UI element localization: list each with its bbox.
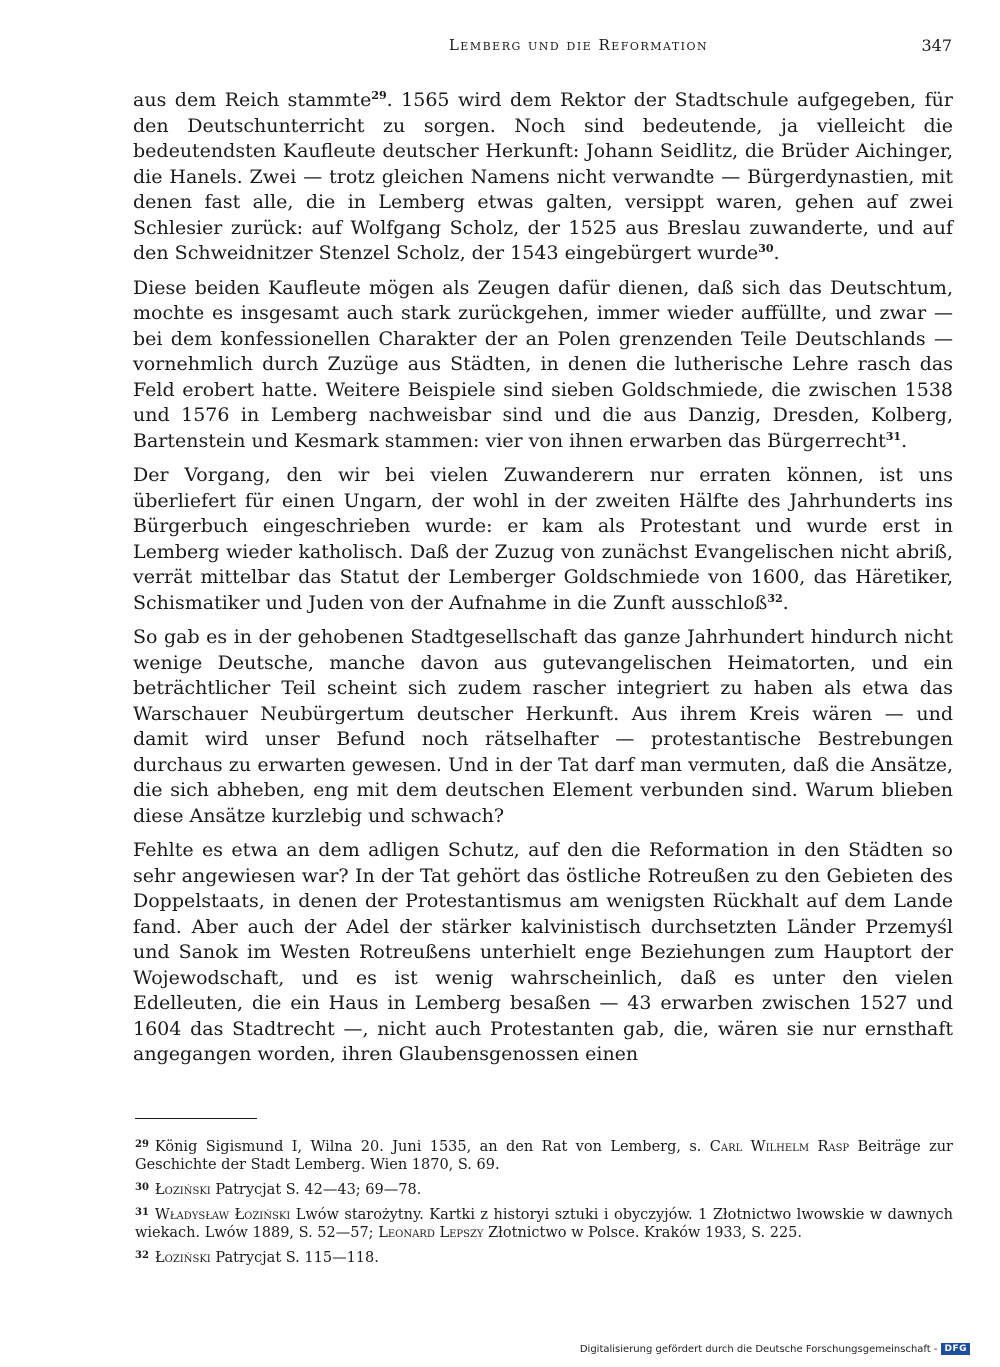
running-head [135, 36, 952, 60]
footnote [135, 1247, 953, 1267]
digitization-credit-text: Digitalisierung gefördert durch die Deutsche Forschungsgemeinschaft - [579, 1343, 938, 1355]
running-title: Lemberg und die Reformation [448, 36, 709, 54]
digitization-credit [580, 1343, 970, 1355]
paragraph-text: . [901, 429, 908, 452]
footnote-reference: 30 [758, 242, 774, 255]
footnote-number: 31 [135, 1207, 149, 1218]
footnote-divider [135, 1118, 257, 1119]
footnote-number: 32 [135, 1250, 149, 1261]
footnote-number: 29 [135, 1139, 149, 1150]
footnote-text: König Sigismund I, Wilna 20. Juni 1535, an den Rat von Lemberg, s. [154, 1139, 710, 1155]
footnote-reference: 29 [371, 89, 387, 102]
page-number: 347 [921, 36, 952, 55]
paragraph-text: Fehlte es etwa an dem adligen Schutz, auf den die Reformation in den Städten so sehr angewiesen war? In der Tat gehört das östliche Rotreußen zu den Gebieten des Doppelstaats, in denen der Protestantismus am wenigsten Rückhalt auf dem Lande fand. Aber auch der Adel der stärker kalvinistisch durchsetzten Länder Przemyśl und Sanok im Westen Rotreußens unterhielt enge Beziehungen zum Hauptort der Wojewodschaft, und es ist wenig wahrscheinlich, daß es unter den vielen Edelleuten, die ein Haus in Lemberg besaßen — 43 erwarben zwischen 1527 und 1604 das Stadtrecht —, nicht auch Protestanten gab, die, wären sie nur ernsthaft angegangen worden, ihren Glaubensgenossen einen [133, 839, 953, 1065]
footnote [135, 1204, 953, 1242]
author-name: Carl Wilhelm Rasp [709, 1139, 850, 1155]
body-paragraph [133, 463, 953, 616]
paragraph-text: . 1565 wird dem Rektor der Stadtschule aufgegeben, für den Deutschunterricht zu sorgen. Noch sind bedeutende, ja vielleicht die bedeutendsten Kaufleute deutscher Herkunft: Johann Seidlitz, die Brüder Aichinger, die Hanels. Zwei — trotz gleichen Namens nicht verwandte — Bürgerdynastien, mit denen fast alle, die in Lemberg etwas galten, versippt waren, gehen auf zwei Schlesier zurück: auf Wolfgang Scholz, der 1525 aus Breslau zuwanderte, und auf den Schweidnitzer Stenzel Scholz, der 1543 eingebürgert wurde [133, 89, 953, 264]
author-name: Leonard Lepszy [378, 1225, 484, 1241]
footnote-reference: 31 [885, 429, 902, 443]
body-paragraph [133, 88, 953, 267]
footnote-number: 30 [135, 1182, 149, 1193]
paragraph-text: . [782, 591, 789, 614]
footnote [135, 1136, 953, 1174]
author-name: Łoziński [154, 1250, 211, 1266]
footnote [135, 1179, 953, 1199]
author-name: Władysław Łoziński [154, 1207, 291, 1223]
paragraph-text: . [773, 242, 780, 264]
body-paragraph [133, 276, 953, 455]
body-paragraph [133, 625, 953, 829]
footnote-text: Patrycjat S. 115—118. [210, 1250, 379, 1266]
paragraph-text: Der Vorgang, den wir bei vielen Zuwanderern nur erraten können, ist uns überliefert für einen Ungarn, der wohl in der zweiten Hälfte des Jahrhunderts ins Bürgerbuch eingeschrieben wurde: er kam als Protestant und wurde erst in Lemberg wieder katholisch. Daß der Zuzug von zunächst Evangelischen nicht abriß, verrät mittelbar das Statut der Lemberger Goldschmiede von 1600, das Häretiker, Schismatiker und Juden von der Aufnahme in die Zunft ausschloß [133, 464, 953, 614]
footnote-text: Beiträge zur Geschichte der Stadt Lemberg. Wien 1870, S. 69. [135, 1139, 953, 1173]
paragraph-text: So gab es in der gehobenen Stadtgesellschaft das ganze Jahrhundert hindurch nicht wenige Deutsche, manche davon aus gutevangelischen Heimatorten, und ein beträchtlicher Teil scheint sich zudem rascher integriert zu haben als etwa das Warschauer Neubürgertum deutscher Herkunft. Aus ihrem Kreis wären — und damit wird unser Befund noch rätselhafter — protestantische Bestrebungen durchaus zu erwarten gewesen. Und in der Tat darf man vermuten, daß die Ansätze, die sich abheben, eng mit dem deutschen Element verbunden sind. Warum blieben diese Ansätze kurzlebig und schwach? [133, 626, 953, 827]
footnote-text: Patrycjat S. 42—43; 69—78. [210, 1182, 422, 1198]
footnote-text: Złotnictwo w Polsce. Kraków 1933, S. 225. [483, 1225, 803, 1241]
body-paragraph [133, 838, 953, 1068]
footnote-reference: 32 [767, 591, 783, 605]
paragraph-text: Diese beiden Kaufleute mögen als Zeugen dafür dienen, daß sich das Deutschtum, mochte es insgesamt auch stark zurückgehen, immer wieder auffüllte, und zwar — bei dem konfessionellen Charakter der an Polen grenzenden Teile Deutschlands — vornehmlich durch Zuzüge aus Städten, in denen die lutherische Lehre rasch das Feld erobert hatte. Weitere Beispiele sind sieben Goldschmiede, die zwischen 1538 und 1576 in Lemberg nachweisbar sind und die aus Danzig, Dresden, Kolberg, Bartenstein und Kesmark stammen: vier von ihnen erwarben das Bürgerrecht [133, 276, 953, 452]
paragraph-text: aus dem Reich stammte [133, 89, 372, 111]
author-name: Łoziński [154, 1182, 211, 1198]
footnote-text: Lwów starożytny. Kartki z historyi sztuki i obyczyjów. 1 Złotnictwo lwowskie w dawnych wiekach. Lwów 1889, S. 52—57; [135, 1207, 953, 1241]
footnotes [135, 1136, 953, 1272]
dfg-logo: DFG [941, 1343, 970, 1355]
body-text [133, 88, 953, 1077]
